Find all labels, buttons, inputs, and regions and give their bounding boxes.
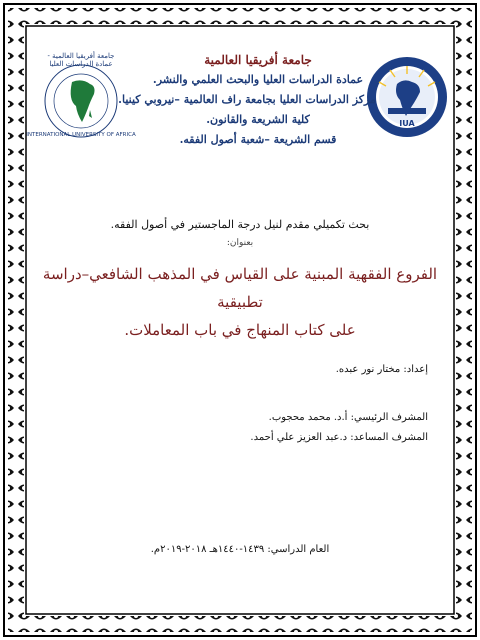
main-supervisor: المشرف الرئيسي: أ.د. محمد محجوب.	[268, 412, 428, 423]
prepared-by: إعداد: مختار نور عبده.	[335, 364, 428, 375]
department-line: قسم الشريعة –شعبة أصول الفقه.	[179, 133, 337, 146]
left-logo-caption: جامعة أفريقيا العالمية - عمادة الدراسات العليا	[47, 52, 115, 68]
left-logo-ring-text: INTERNATIONAL UNIVERSITY OF AFRICA	[26, 132, 136, 138]
center-line: مركز الدراسات العليا بجامعة راف العالمية –نيروبي كينيا.	[118, 93, 376, 106]
faculty-line: كلية الشريعة والقانون.	[206, 113, 310, 126]
assistant-supervisor: المشرف المساعد: د.عبد العزيز علي أحمد.	[250, 432, 428, 443]
thesis-title-line-2: على كتاب المنهاج في باب المعاملات.	[124, 321, 356, 339]
research-description: بحث تكميلي مقدم لنيل درجة الماجستير في أصول الفقه.	[110, 218, 370, 231]
iua-label: IUA	[399, 119, 415, 128]
deanship-line: عمادة الدراسات العليا والبحث العلمي والنشر.	[152, 73, 364, 86]
title-label: بعنوان:	[226, 238, 254, 248]
iua-round-logo	[364, 54, 450, 140]
thesis-title-line-1: الفروع الفقهية المبنية على القياس في المذهب الشافعي–دراسة تطبيقية	[42, 265, 438, 311]
africa-map-logo	[26, 58, 136, 144]
academic-year: العام الدراسي: ١٤٣٩-١٤٤٠هـ ٢٠١٨-٢٠١٩م.	[150, 544, 330, 555]
page-content	[26, 34, 446, 606]
thesis-title	[34, 260, 446, 344]
university-name: جامعة أفريقيا العالمية	[204, 53, 312, 67]
institution-header	[118, 50, 376, 150]
